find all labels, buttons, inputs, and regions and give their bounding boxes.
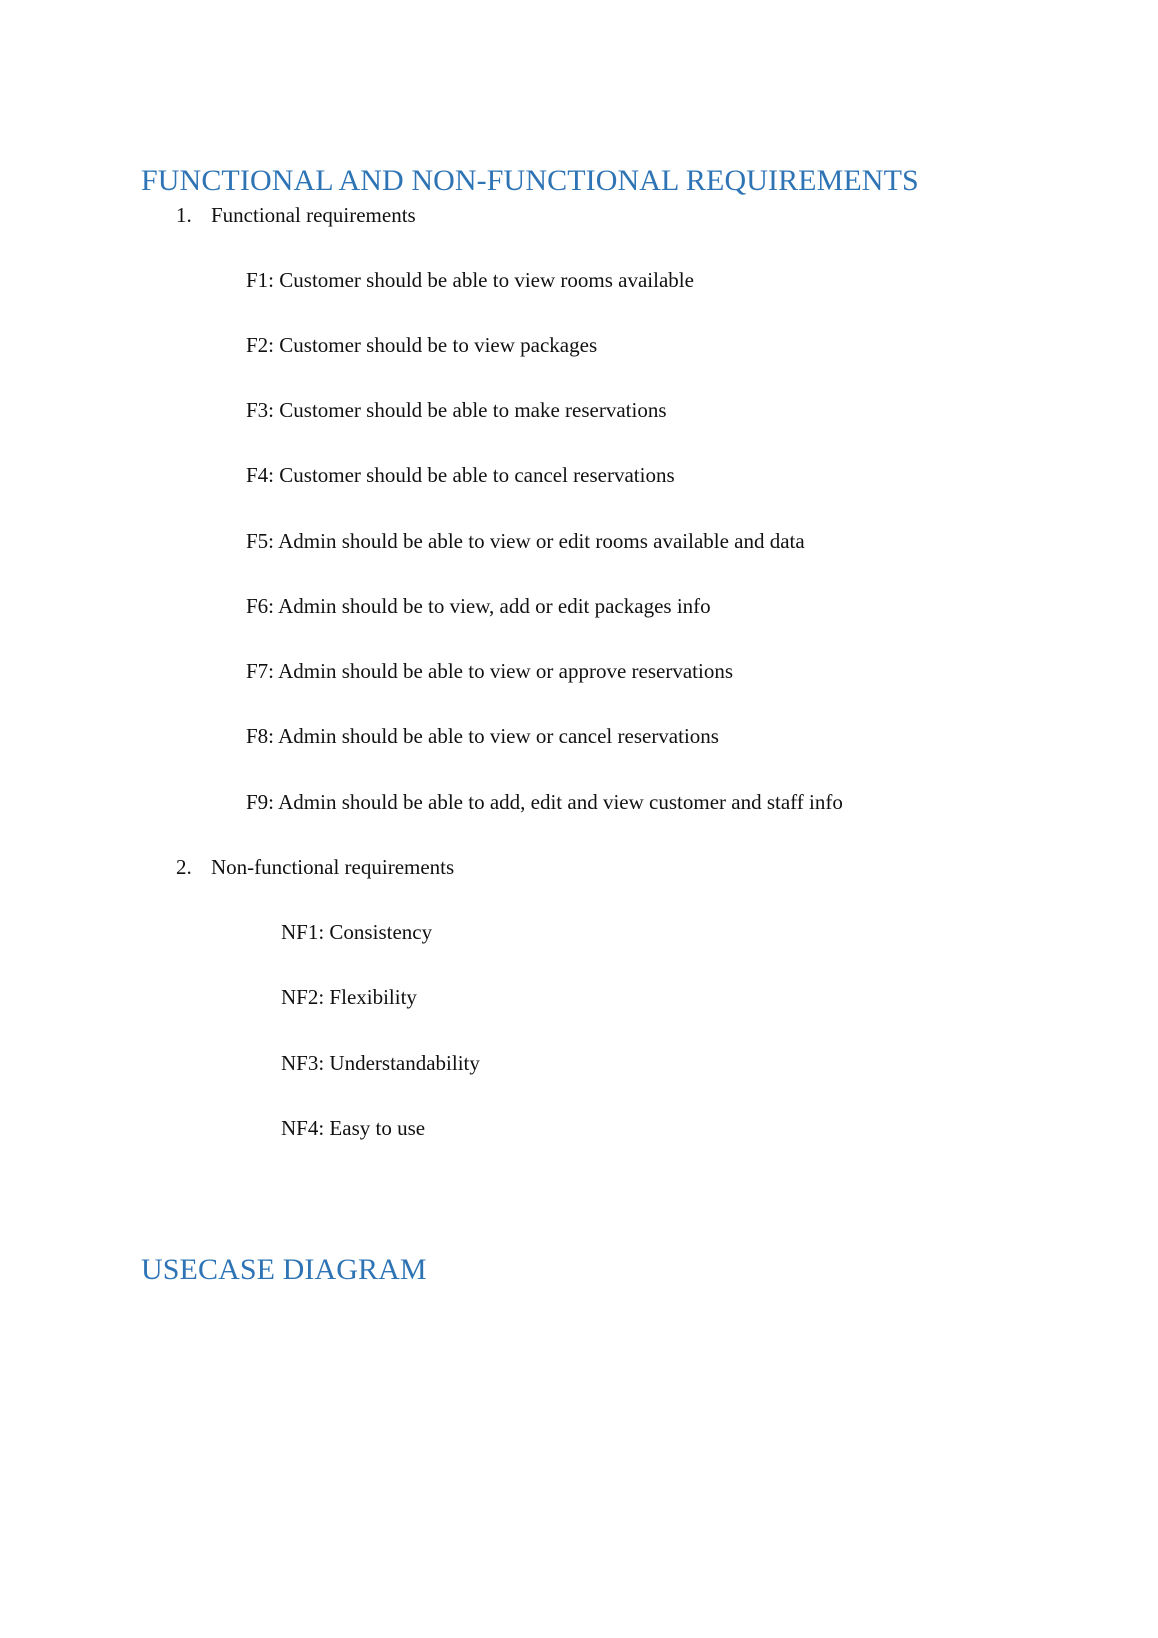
list-title: Functional requirements — [211, 203, 416, 227]
functional-requirement: F6: Admin should be to view, add or edit packages info — [246, 594, 711, 618]
non-functional-requirement: NF2: Flexibility — [281, 985, 417, 1009]
usecase-heading: USECASE DIAGRAM — [141, 1253, 427, 1286]
functional-requirement: F1: Customer should be able to view rooms available — [246, 268, 694, 292]
functional-requirement: F2: Customer should be to view packages — [246, 333, 598, 357]
non-functional-requirement: NF3: Understandability — [281, 1051, 480, 1075]
functional-requirement: F9: Admin should be able to add, edit and view customer and staff info — [246, 790, 843, 814]
functional-requirement: F7: Admin should be able to view or approve reservations — [246, 659, 733, 683]
list-number: 1. — [176, 203, 192, 227]
functional-requirement: F8: Admin should be able to view or cancel reservations — [246, 724, 719, 748]
functional-requirement: F5: Admin should be able to view or edit rooms available and data — [246, 529, 805, 553]
functional-requirement: F3: Customer should be able to make reservations — [246, 398, 667, 422]
non-functional-requirement: NF1: Consistency — [281, 920, 433, 944]
requirements-heading: FUNCTIONAL AND NON-FUNCTIONAL REQUIREMENTS — [141, 164, 919, 197]
list-title: Non-functional requirements — [211, 855, 455, 879]
list-number: 2. — [176, 855, 192, 879]
non-functional-requirement: NF4: Easy to use — [281, 1116, 426, 1140]
functional-requirement: F4: Customer should be able to cancel reservations — [246, 463, 675, 487]
